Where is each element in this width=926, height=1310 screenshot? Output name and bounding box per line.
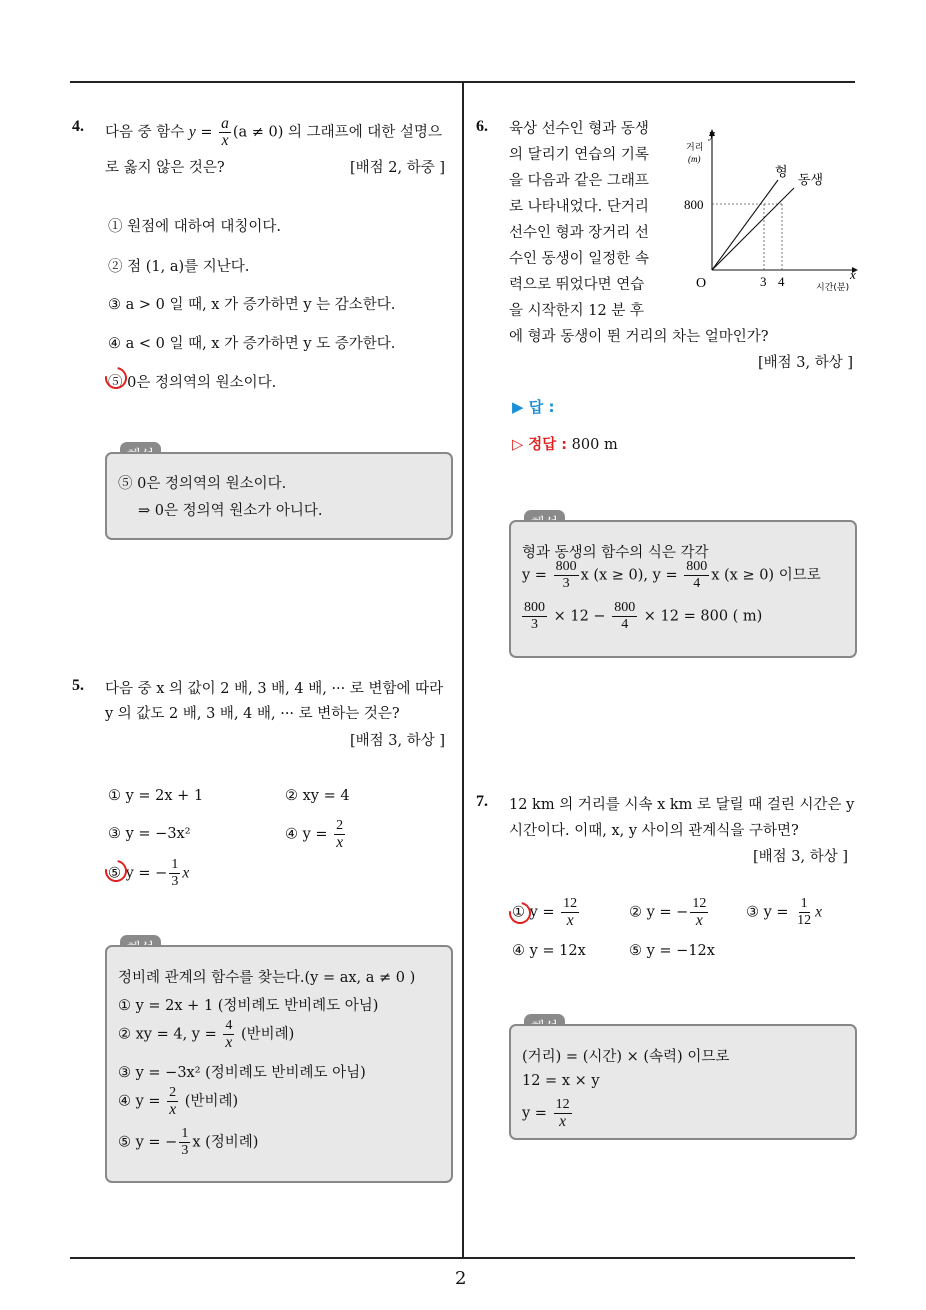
fraction: $\frac{2}{x}$ <box>336 818 344 851</box>
y-axis-label-line1: 거리 <box>686 143 704 153</box>
fraction: $\frac{800}{4}$ <box>686 559 708 591</box>
x-axis-label: 시간(분) <box>816 283 850 293</box>
question-text-line7: 력으로 뛰었다면 연습 <box>509 277 645 293</box>
fraction: $\frac{1}{12}$ <box>797 896 812 928</box>
y-axis-letter: y <box>709 126 715 141</box>
solution-line5: ④ y = $\frac{2}{x}$ (반비례) <box>118 1085 239 1118</box>
fraction: $\frac{800}{3}$ <box>555 559 577 591</box>
solution-line2: y = $\frac{800}{3}$ x (x ≥ 0), y = $\frac{800}{4}$ x (x ≥ 0) 이므로 <box>522 559 821 591</box>
question-text-line2: 로 옳지 않은 것은? <box>105 160 225 176</box>
option-1[interactable]: ① y = $\frac{12}{x}$ <box>512 896 578 929</box>
bottom-rule <box>70 1257 855 1259</box>
solution-line3: ② xy = 4, y = $\frac{4}{x}$ (반비례) <box>118 1018 295 1051</box>
question-text-line1: 육상 선수인 형과 동생 <box>509 121 649 137</box>
solution-line4: ③ y = −3x² (정비례도 반비례도 아님) <box>118 1065 366 1081</box>
question-text-line1: 다음 중 x 의 값이 2 배, 3 배, 4 배, ··· 로 변함에 따라 <box>105 681 444 697</box>
question-text-line2: 의 달리기 연습의 기록 <box>509 147 649 163</box>
origin-label: O <box>696 276 707 291</box>
question-meta: [배점 3, 하상 ] <box>758 355 854 371</box>
distance-time-graph <box>668 122 868 297</box>
solution-line2: ⇒ 0은 정의역 원소가 아니다. <box>138 503 323 519</box>
option-2[interactable]: ② y = − $\frac{12}{x}$ <box>629 896 707 929</box>
correct-answer: ▷ 정답 : 800 m <box>512 437 618 453</box>
solution-line2: 12 = x × y <box>522 1073 600 1089</box>
question-number: 5. <box>72 677 84 694</box>
solution-line6: ⑤ y = − $\frac{1}{3}$ x (정비례) <box>118 1126 259 1158</box>
fraction: $\frac{a}{x}$ <box>221 115 229 149</box>
option-4[interactable]: ④ y = $\frac{2}{x}$ <box>285 818 344 851</box>
question-number: 7. <box>476 793 488 810</box>
question-number: 6. <box>476 118 488 135</box>
question-text-line1: 다음 중 함수 y = $\frac{a}{x}$ (a ≠ 0) 의 그래프에 대한 설명으 <box>105 115 442 149</box>
solution-line2: ① y = 2x + 1 (정비례도 반비례도 아님) <box>118 998 379 1014</box>
x-axis-letter: x <box>850 267 856 282</box>
fraction: $\frac{1}{3}$ <box>181 1126 189 1158</box>
column-divider <box>462 83 464 1258</box>
y-axis-label-line2: (m) <box>688 154 701 164</box>
option-2[interactable]: ② 점 (1, a)를 지난다. <box>108 259 250 275</box>
question-text-line4: 로 나타내었다. 단거리 <box>509 199 649 215</box>
question-text-line5: 선수인 형과 장거리 선 <box>509 225 649 241</box>
option-5[interactable]: ⑤ y = −12x <box>629 943 715 959</box>
fraction: $\frac{12}{x}$ <box>692 896 707 929</box>
fraction: $\frac{800}{3}$ <box>524 600 545 632</box>
question-meta: [배점 2, 하중 ] <box>350 160 446 176</box>
solution-line1: (거리) = (시간) × (속력) 이므로 <box>522 1049 730 1065</box>
option-3[interactable]: ③ a > 0 일 때, x 가 증가하면 y 는 감소한다. <box>108 297 396 313</box>
question-text-line2: y 의 값도 2 배, 3 배, 4 배, ··· 로 변하는 것은? <box>105 706 400 722</box>
option-4[interactable]: ④ a < 0 일 때, x 가 증가하면 y 도 증가한다. <box>108 336 396 352</box>
fraction: $\frac{12}{x}$ <box>555 1097 570 1130</box>
answer-label: ▶ 답 : <box>512 398 555 416</box>
question-text-line6: 수인 동생이 일정한 속 <box>509 251 649 267</box>
option-4[interactable]: ④ y = 12x <box>512 943 586 959</box>
option-3[interactable]: ③ y = $\frac{1}{12}$ x <box>746 896 823 928</box>
question-text-line8: 을 시작한지 12 분 후 <box>509 303 644 319</box>
question-text-line2: 시간이다. 이때, x, y 사이의 관계식을 구하면? <box>509 823 799 839</box>
solution-line1: 형과 동생의 함수의 식은 각각 <box>522 545 709 561</box>
option-1[interactable]: ① 원점에 대하여 대칭이다. <box>108 219 282 235</box>
question-meta: [배점 3, 하상 ] <box>350 733 446 749</box>
option-5[interactable]: ⑤ 0은 정의역의 원소이다. <box>108 375 277 391</box>
option-5[interactable]: ⑤ y = − $\frac{1}{3}$ x <box>108 857 190 889</box>
solution-box <box>105 452 453 540</box>
series-label-younger-brother: 동생 <box>798 173 824 188</box>
fraction: $\frac{2}{x}$ <box>169 1085 177 1118</box>
question-meta: [배점 3, 하상 ] <box>753 849 849 865</box>
question-number: 4. <box>72 118 84 135</box>
option-2[interactable]: ② xy = 4 <box>285 788 350 804</box>
option-1[interactable]: ① y = 2x + 1 <box>108 788 204 804</box>
page-number: 2 <box>455 1268 467 1289</box>
question-text-line3: 을 다음과 같은 그래프 <box>509 173 649 189</box>
option-3[interactable]: ③ y = −3x² <box>108 826 191 842</box>
question-text-line1: 12 km 의 거리를 시속 x km 로 달릴 때 걸린 시간은 y <box>509 797 855 813</box>
fraction: $\frac{1}{3}$ <box>171 857 179 889</box>
question-text-line9: 에 형과 동생이 뛴 거리의 차는 얼마인가? <box>509 329 769 345</box>
fraction: $\frac{4}{x}$ <box>225 1018 233 1051</box>
solution-line3: $\frac{800}{3}$ × 12 − $\frac{800}{4}$ × 12 = 800 ( m) <box>524 600 763 632</box>
fraction: $\frac{800}{4}$ <box>614 600 636 632</box>
fraction: $\frac{12}{x}$ <box>563 896 578 929</box>
series-label-older-brother: 형 <box>775 165 788 180</box>
solution-line3: y = $\frac{12}{x}$ <box>522 1097 570 1130</box>
series-line-older-brother <box>712 180 778 270</box>
solution-line1: 정비례 관계의 함수를 찾는다.(y = ax, a ≠ 0 ) <box>118 970 416 986</box>
tick-label-4: 4 <box>778 274 785 289</box>
solution-line1: ⑤ 0은 정의역의 원소이다. <box>118 476 287 492</box>
tick-label-800: 800 <box>684 197 704 212</box>
tick-label-3: 3 <box>760 274 767 289</box>
